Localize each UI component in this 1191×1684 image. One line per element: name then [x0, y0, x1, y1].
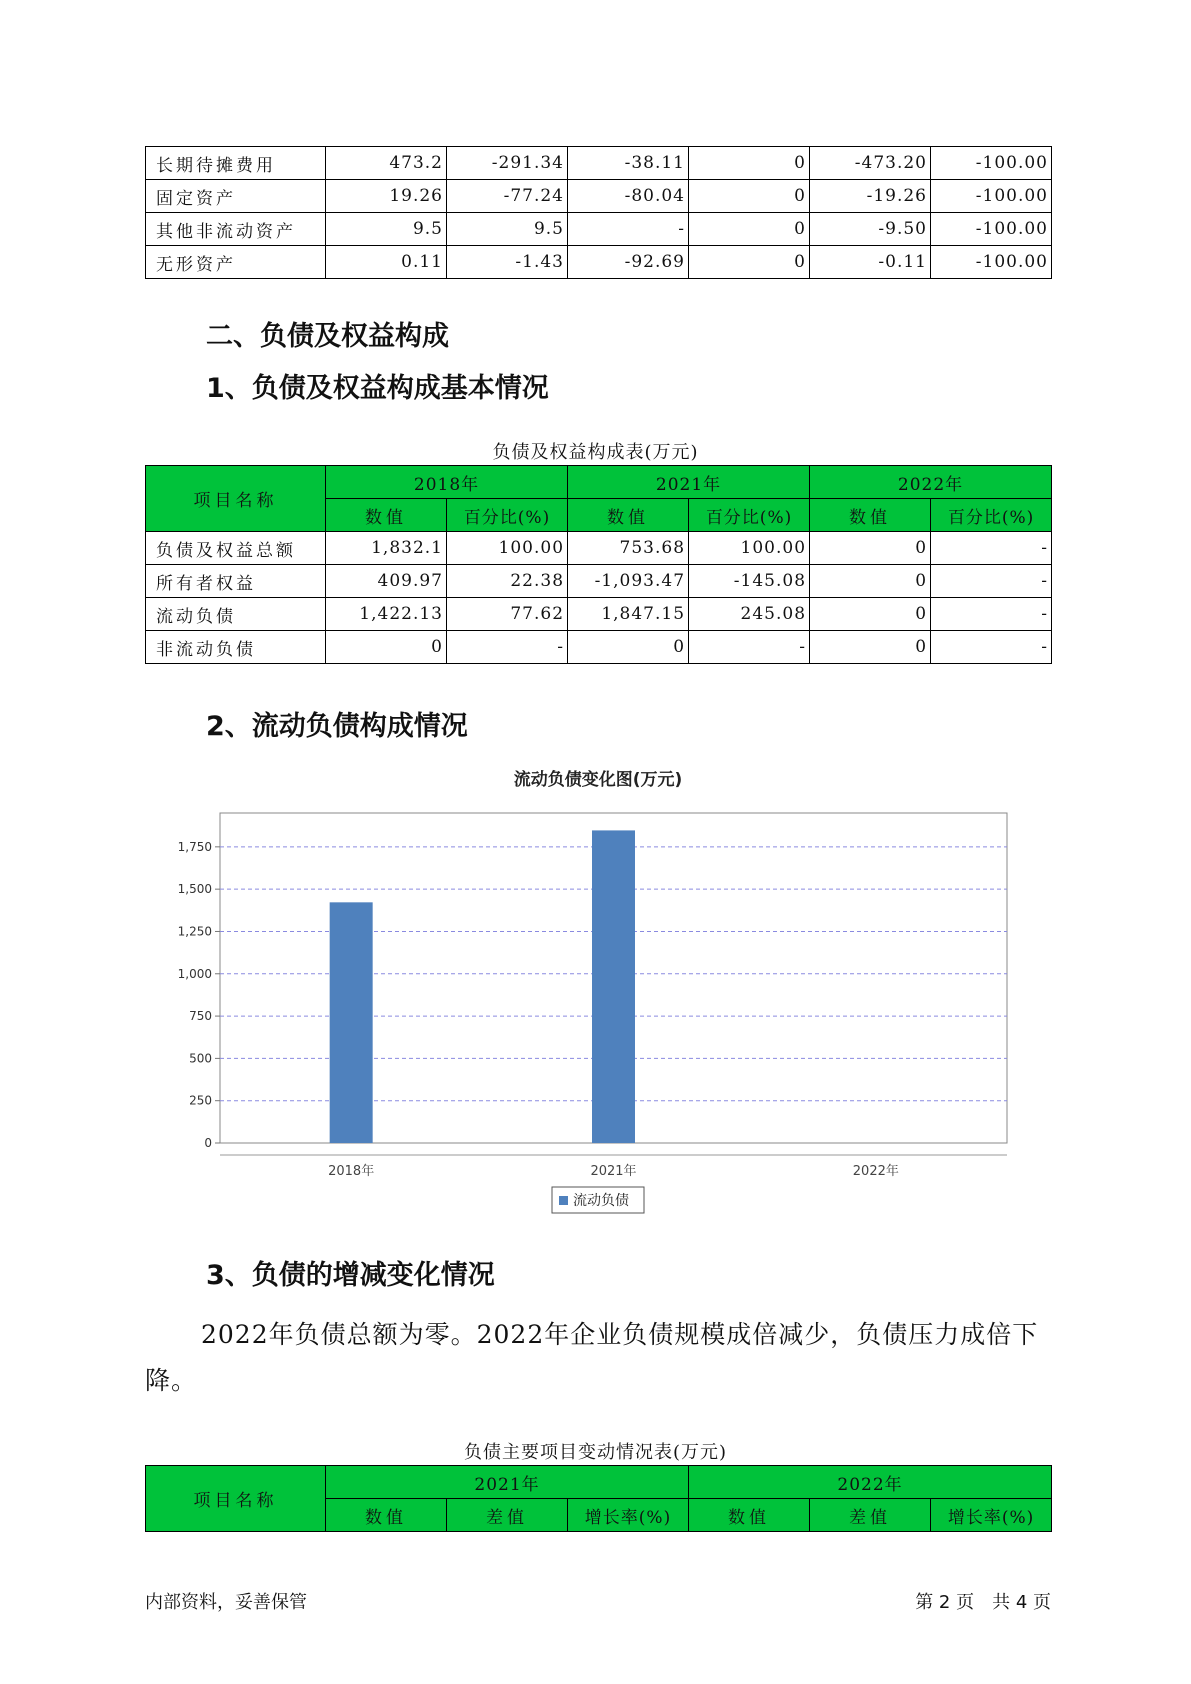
bar	[592, 830, 635, 1143]
row-name: 其他非流动资产	[146, 213, 326, 246]
cell-value: -	[931, 631, 1052, 664]
cell-value: -9.50	[810, 213, 931, 246]
subsection-heading: 2、流动负债构成情况	[206, 711, 468, 742]
header-value: 数值	[326, 1499, 447, 1532]
y-tick-label: 500	[189, 1051, 212, 1066]
table-row	[146, 246, 1052, 279]
cell-value: -100.00	[931, 213, 1052, 246]
cell-value: 0	[689, 147, 810, 180]
table-caption: 负债及权益构成表(万元)	[492, 442, 699, 463]
row-name: 固定资产	[146, 180, 326, 213]
cell-value: -38.11	[568, 147, 689, 180]
footer-page-number: 第 2 页 共 4 页	[915, 1592, 1051, 1613]
current-liabilities-chart	[145, 765, 1051, 1220]
cell-value: 9.5	[447, 213, 568, 246]
cell-value: 19.26	[326, 180, 447, 213]
legend-swatch	[559, 1196, 568, 1205]
cell-value: -100.00	[931, 246, 1052, 279]
header-value: 数值	[568, 499, 689, 532]
subsection-heading: 1、负债及权益构成基本情况	[206, 373, 549, 404]
y-tick-label: 1,500	[177, 882, 212, 897]
table-row	[146, 565, 1052, 598]
cell-value: 0	[326, 631, 447, 664]
header-year: 2021年	[568, 466, 810, 499]
row-name: 流动负债	[146, 598, 326, 631]
y-tick-label: 0	[204, 1136, 212, 1150]
table-row	[146, 631, 1052, 664]
cell-value: -77.24	[447, 180, 568, 213]
subsection-heading: 3、负债的增减变化情况	[206, 1260, 495, 1291]
header-diff: 差值	[447, 1499, 568, 1532]
table-row	[146, 213, 1052, 246]
change-table	[145, 1465, 1052, 1532]
equity-table	[145, 465, 1052, 664]
header-year: 2022年	[689, 1466, 1052, 1499]
table-row	[146, 147, 1052, 180]
header-growth: 增长率(%)	[568, 1499, 689, 1532]
header-percent: 百分比(%)	[447, 499, 568, 532]
cell-value: 0	[810, 565, 931, 598]
cell-value: -	[931, 532, 1052, 565]
cell-value: -100.00	[931, 147, 1052, 180]
cell-value: 0	[810, 532, 931, 565]
cell-value: -145.08	[689, 565, 810, 598]
cell-value: 245.08	[689, 598, 810, 631]
table-row	[146, 180, 1052, 213]
row-name: 负债及权益总额	[146, 532, 326, 565]
x-tick-label: 2021年	[590, 1164, 637, 1179]
row-name: 无形资产	[146, 246, 326, 279]
y-tick-label: 1,750	[177, 839, 212, 854]
cell-value: 753.68	[568, 532, 689, 565]
cell-value: 0	[689, 246, 810, 279]
cell-value: 0	[568, 631, 689, 664]
table-row	[146, 532, 1052, 565]
cell-value: -473.20	[810, 147, 931, 180]
header-value: 数值	[810, 499, 931, 532]
cell-value: -92.69	[568, 246, 689, 279]
section-heading: 二、负债及权益构成	[206, 321, 449, 352]
summary-paragraph: 2022年负债总额为零。2022年企业负债规模成倍减少，负债压力成倍下降。	[145, 1320, 1039, 1395]
header-year: 2022年	[810, 466, 1052, 499]
cell-value: 22.38	[447, 565, 568, 598]
cell-value: 1,832.1	[326, 532, 447, 565]
cell-value: -0.11	[810, 246, 931, 279]
table-row	[146, 598, 1052, 631]
row-name: 长期待摊费用	[146, 147, 326, 180]
y-tick-label: 750	[189, 1009, 212, 1024]
cell-value: -	[931, 565, 1052, 598]
cell-value: 473.2	[326, 147, 447, 180]
row-name: 非流动负债	[146, 631, 326, 664]
cell-value: 0	[689, 213, 810, 246]
y-tick-label: 1,000	[177, 966, 212, 981]
legend-label: 流动负债	[573, 1193, 629, 1209]
cell-value: 100.00	[447, 532, 568, 565]
cell-value: -	[447, 631, 568, 664]
cell-value: -	[689, 631, 810, 664]
chart-title: 流动负债变化图(万元)	[513, 770, 683, 790]
header-year: 2021年	[326, 1466, 689, 1499]
cell-value: -19.26	[810, 180, 931, 213]
header-diff: 差值	[810, 1499, 931, 1532]
cell-value: 0	[689, 180, 810, 213]
cell-value: 1,847.15	[568, 598, 689, 631]
header-value: 数值	[326, 499, 447, 532]
header-item-name: 项目名称	[146, 1466, 326, 1532]
asset-table	[145, 146, 1052, 279]
cell-value: 0.11	[326, 246, 447, 279]
cell-value: -	[568, 213, 689, 246]
header-percent: 百分比(%)	[689, 499, 810, 532]
row-name: 所有者权益	[146, 565, 326, 598]
cell-value: 0	[810, 598, 931, 631]
bar	[330, 902, 373, 1143]
cell-value: 9.5	[326, 213, 447, 246]
footer-confidential: 内部资料，妥善保管	[145, 1592, 307, 1613]
table-caption: 负债主要项目变动情况表(万元)	[463, 1442, 728, 1463]
cell-value: -100.00	[931, 180, 1052, 213]
x-tick-label: 2022年	[852, 1164, 899, 1179]
cell-value: -80.04	[568, 180, 689, 213]
header-item-name: 项目名称	[146, 466, 326, 532]
cell-value: 77.62	[447, 598, 568, 631]
cell-value: 409.97	[326, 565, 447, 598]
y-tick-label: 1,250	[177, 924, 212, 939]
x-tick-label: 2018年	[328, 1164, 375, 1179]
cell-value: 100.00	[689, 532, 810, 565]
header-value: 数值	[689, 1499, 810, 1532]
header-year: 2018年	[326, 466, 568, 499]
cell-value: -1,093.47	[568, 565, 689, 598]
cell-value: 0	[810, 631, 931, 664]
header-growth: 增长率(%)	[931, 1499, 1052, 1532]
cell-value: -291.34	[447, 147, 568, 180]
cell-value: -1.43	[447, 246, 568, 279]
y-tick-label: 250	[189, 1093, 212, 1108]
cell-value: -	[931, 598, 1052, 631]
header-percent: 百分比(%)	[931, 499, 1052, 532]
cell-value: 1,422.13	[326, 598, 447, 631]
